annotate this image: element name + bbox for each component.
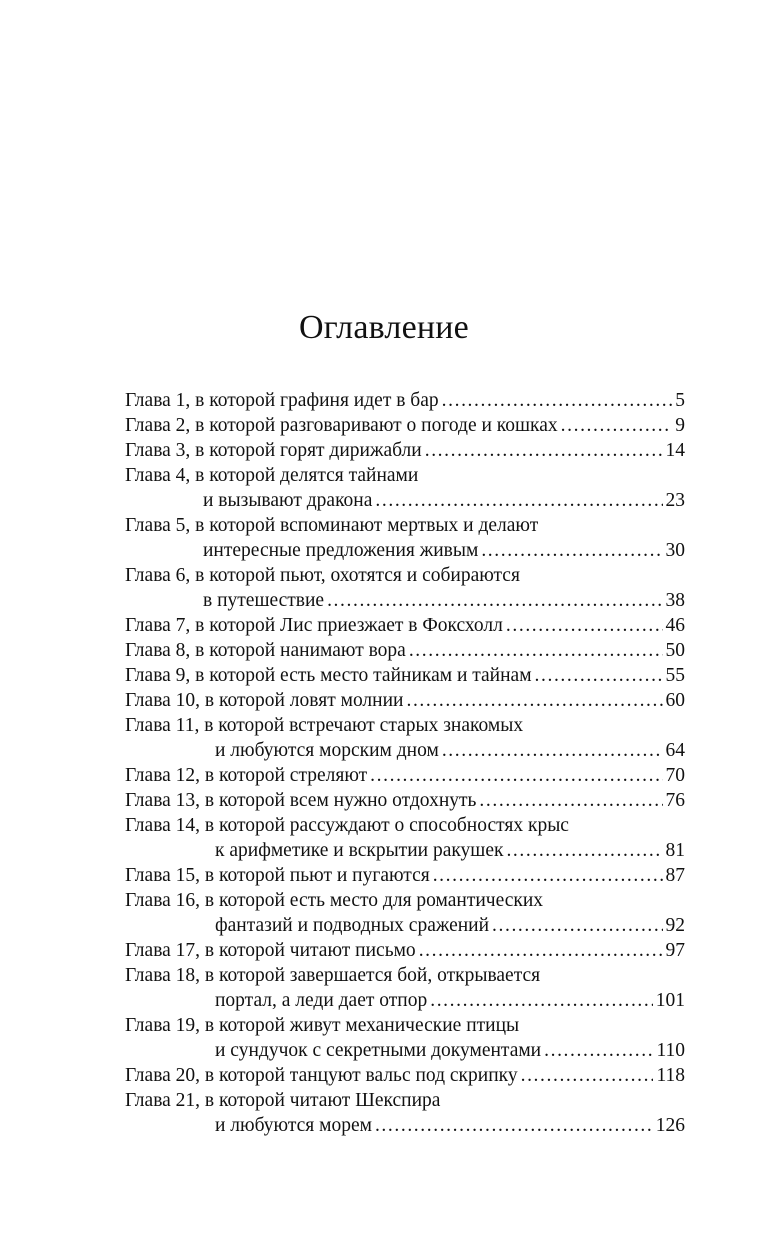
chapter-title-text: Глава 7, в которой Лис приезжает в Фоксхолл — [125, 615, 503, 636]
leader-dots — [327, 588, 662, 613]
leader-dots — [506, 613, 663, 638]
leader-dots — [375, 1113, 653, 1138]
toc-entry-continuation-line — [125, 1038, 685, 1063]
toc-entry — [125, 638, 685, 663]
leader-dots — [406, 688, 662, 713]
toc-entry-continuation-line — [125, 913, 685, 938]
chapter-title-text: и вызывают дракона — [203, 490, 373, 511]
toc-entry-line — [125, 513, 685, 538]
page-number: 14 — [665, 440, 685, 461]
chapter-title-text: интересные предложения живым — [203, 540, 479, 561]
toc-entry-line — [125, 863, 685, 888]
toc-entry — [125, 663, 685, 688]
leader-dots — [442, 388, 673, 413]
toc-entry-line — [125, 713, 685, 738]
page-number: 70 — [665, 765, 685, 786]
toc-entry — [125, 963, 685, 1013]
leader-dots — [561, 413, 673, 438]
leader-dots — [433, 863, 663, 888]
toc-entry-line — [125, 638, 685, 663]
page-number: 126 — [655, 1115, 685, 1136]
page-number: 101 — [655, 990, 685, 1011]
chapter-title-text: к арифметике и вскрытии ракушек — [215, 840, 504, 861]
toc-entry-line — [125, 888, 685, 913]
leader-dots — [521, 1063, 654, 1088]
toc-entry-line — [125, 1063, 685, 1088]
page-number: 46 — [665, 615, 685, 636]
chapter-title-text: Глава 20, в которой танцуют вальс под скрипку — [125, 1065, 518, 1086]
chapter-title-text: Глава 18, в которой завершается бой, открывается — [125, 965, 541, 986]
page-number: 38 — [665, 590, 685, 611]
toc-entry — [125, 863, 685, 888]
toc-entry — [125, 413, 685, 438]
page-number: 64 — [665, 740, 685, 761]
leader-dots — [535, 663, 663, 688]
toc-entry-line — [125, 413, 685, 438]
toc-entry-line — [125, 1088, 685, 1113]
chapter-title-text: Глава 16, в которой есть место для романтических — [125, 890, 544, 911]
toc-entry — [125, 1088, 685, 1138]
chapter-title-text: Глава 1, в которой графиня идет в бар — [125, 390, 439, 411]
toc-entry-continuation-line — [125, 1113, 685, 1138]
leader-dots — [481, 538, 662, 563]
leader-dots — [419, 938, 663, 963]
chapter-title-text: Глава 15, в которой пьют и пугаются — [125, 865, 430, 886]
chapter-title-text: фантазий и подводных сражений — [215, 915, 490, 936]
toc-entry — [125, 813, 685, 863]
toc-entry — [125, 688, 685, 713]
toc-entry — [125, 463, 685, 513]
toc-entry-continuation-line — [125, 988, 685, 1013]
page-number: 87 — [665, 865, 685, 886]
chapter-title-text: Глава 21, в которой читают Шекспира — [125, 1090, 441, 1111]
toc-entry — [125, 1063, 685, 1088]
toc-entry-line — [125, 463, 685, 488]
chapter-title-text: и сундучок с секретными документами — [215, 1040, 542, 1061]
leader-dots — [492, 913, 662, 938]
page-number: 97 — [665, 940, 685, 961]
chapter-title-text: Глава 4, в которой делятся тайнами — [125, 465, 419, 486]
chapter-title-text: Глава 3, в которой горят дирижабли — [125, 440, 422, 461]
toc-entry-line — [125, 663, 685, 688]
chapter-title-text: Глава 14, в которой рассуждают о способностях крыс — [125, 815, 569, 836]
page-number: 76 — [665, 790, 685, 811]
toc-entry-line — [125, 438, 685, 463]
toc-entry — [125, 888, 685, 938]
leader-dots — [409, 638, 663, 663]
chapter-title-text: Глава 5, в которой вспоминают мертвых и делают — [125, 515, 539, 536]
toc-entry-line — [125, 963, 685, 988]
chapter-title-text: в путешествие — [203, 590, 325, 611]
toc-entry-line — [125, 763, 685, 788]
chapter-title-text: и любуются морем — [215, 1115, 372, 1136]
chapter-title-text: Глава 10, в которой ловят молнии — [125, 690, 404, 711]
chapter-title-text: и любуются морским дном — [215, 740, 439, 761]
toc-entry — [125, 788, 685, 813]
toc-entry-line — [125, 688, 685, 713]
chapter-title-text: Глава 12, в которой стреляют — [125, 765, 368, 786]
chapter-title-text: портал, а леди дает отпор — [215, 990, 428, 1011]
toc-entry-line — [125, 788, 685, 813]
toc-entry-continuation-line — [125, 588, 685, 613]
toc-entry-line — [125, 1013, 685, 1038]
chapter-title-text: Глава 6, в которой пьют, охотятся и собираются — [125, 565, 520, 586]
leader-dots — [375, 488, 662, 513]
page-number: 92 — [665, 915, 685, 936]
toc-entry-line — [125, 813, 685, 838]
toc-entry-continuation-line — [125, 488, 685, 513]
chapter-title-text: Глава 11, в которой встречают старых знакомых — [125, 715, 524, 736]
page-number: 118 — [656, 1065, 685, 1086]
toc-entry-continuation-line — [125, 738, 685, 763]
leader-dots — [544, 1038, 653, 1063]
page-number: 23 — [665, 490, 685, 511]
toc-entry-line — [125, 388, 685, 413]
toc-entry — [125, 1013, 685, 1063]
toc-entry — [125, 938, 685, 963]
toc-entry-line — [125, 938, 685, 963]
toc-entry-continuation-line — [125, 538, 685, 563]
chapter-title-text: Глава 19, в которой живут механические птицы — [125, 1015, 520, 1036]
toc-entry — [125, 713, 685, 763]
toc-entry — [125, 513, 685, 563]
chapter-title-text: Глава 13, в которой всем нужно отдохнуть — [125, 790, 477, 811]
page-title: Оглавление — [299, 309, 469, 346]
page-number: 81 — [665, 840, 685, 861]
leader-dots — [430, 988, 653, 1013]
page-number: 60 — [665, 690, 685, 711]
leader-dots — [506, 838, 662, 863]
toc-entry-line — [125, 563, 685, 588]
toc-entry — [125, 563, 685, 613]
toc-entry — [125, 438, 685, 463]
leader-dots — [425, 438, 663, 463]
table-of-contents — [125, 388, 685, 1138]
chapter-title-text: Глава 8, в которой нанимают вора — [125, 640, 406, 661]
chapter-title-text: Глава 17, в которой читают письмо — [125, 940, 416, 961]
toc-entry-line — [125, 613, 685, 638]
page-number: 30 — [665, 540, 685, 561]
page-number: 5 — [675, 390, 685, 411]
leader-dots — [442, 738, 663, 763]
page-number: 9 — [675, 415, 685, 436]
toc-entry-continuation-line — [125, 838, 685, 863]
toc-entry — [125, 763, 685, 788]
leader-dots — [479, 788, 662, 813]
page-number: 55 — [665, 665, 685, 686]
chapter-title-text: Глава 2, в которой разговаривают о погоде и кошках — [125, 415, 558, 436]
page-number: 50 — [665, 640, 685, 661]
toc-entry — [125, 388, 685, 413]
chapter-title-text: Глава 9, в которой есть место тайникам и тайнам — [125, 665, 532, 686]
page-number: 110 — [656, 1040, 685, 1061]
toc-entry — [125, 613, 685, 638]
leader-dots — [370, 763, 662, 788]
